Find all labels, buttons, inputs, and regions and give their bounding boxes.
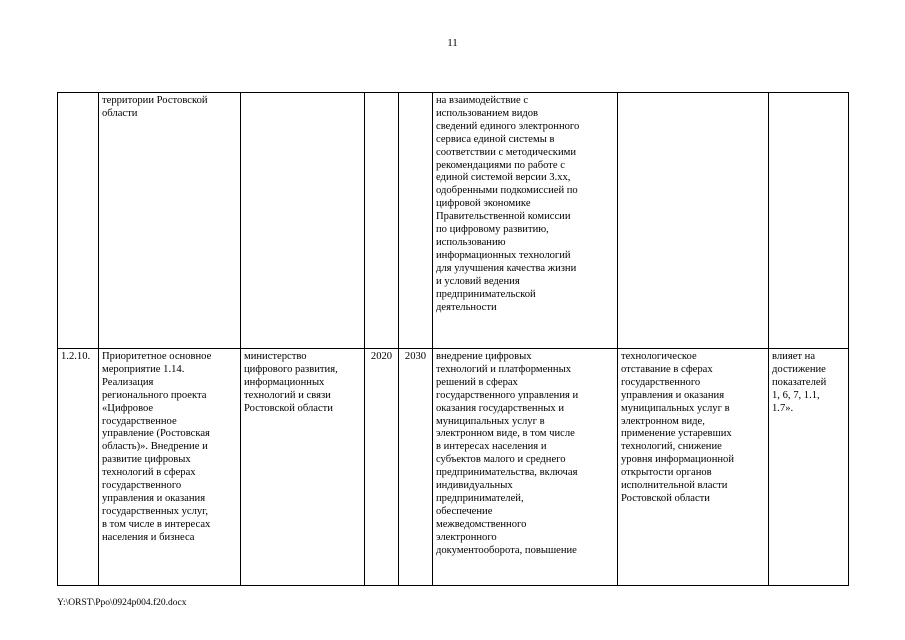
cell-text-line: управления и оказания xyxy=(621,389,725,401)
cell-text-line: электронного xyxy=(436,531,497,543)
cell-text-line: мероприятие 1.14. xyxy=(102,363,185,375)
cell-text-line: сведений единого электронного xyxy=(436,120,580,132)
cell-text-line: регионального проекта xyxy=(102,389,207,401)
cell-executor xyxy=(241,349,365,586)
cell-indicator-relation xyxy=(769,93,849,349)
cell-text-line: государственного xyxy=(621,376,701,388)
cell-text-line: влияет на xyxy=(772,351,816,362)
cell-text-line: государственное xyxy=(102,415,177,427)
cell-measure-name xyxy=(99,349,241,586)
cell-text-line: и условий ведения xyxy=(436,275,520,287)
cell-text-line: открытости органов xyxy=(621,467,712,479)
cell-text-line: использованию xyxy=(436,236,506,248)
cell-text-line: деятельности xyxy=(436,301,497,313)
cell-text-line: обеспечение xyxy=(436,505,493,517)
cell-text-line: технологий и связи xyxy=(244,389,331,401)
cell-text-line: единой системой версии 3.хх, xyxy=(436,172,571,184)
cell-text-line: государственного xyxy=(102,480,182,492)
cell-text-line: области xyxy=(102,107,138,119)
cell-text-line: государственного управления и xyxy=(436,389,579,401)
table-body xyxy=(58,93,849,586)
cell-text-line: 1.7». xyxy=(772,402,794,414)
cell-text-line: развитие цифровых xyxy=(102,454,191,466)
cell-text-line: информационных технологий xyxy=(436,249,571,261)
cell-text-line: электронном виде, в том числе xyxy=(436,428,575,440)
cell-text-line: государственных услуг, xyxy=(102,505,208,517)
cell-text-line: населения и бизнеса xyxy=(102,531,195,543)
cell-text-line: документооборота, повышение xyxy=(436,544,577,556)
cell-text-line: уровня информационной xyxy=(621,454,734,466)
cell-text-line: электронном виде, xyxy=(621,415,705,427)
cell-text-line: технологий и платформенных xyxy=(436,363,572,375)
cell-number xyxy=(58,93,99,349)
cell-text-line: в том числе в интересах xyxy=(102,518,211,530)
page-number: 11 xyxy=(447,37,458,49)
cell-text-line: технологий в сферах xyxy=(102,467,196,479)
cell-text-line: территории Ростовской xyxy=(102,95,208,106)
cell-text-line: рекомендациями по работе с xyxy=(436,159,565,171)
cell-text-line: достижение xyxy=(772,363,826,375)
cell-end-year xyxy=(399,93,433,349)
cell-measure-name xyxy=(99,93,241,349)
cell-text-line: «Цифровое xyxy=(102,402,154,414)
cell-text-line: внедрение цифровых xyxy=(436,351,532,362)
cell-text-line: 1, 6, 7, 1.1, xyxy=(772,389,820,401)
cell-text-line: предпринимательской xyxy=(436,288,536,300)
footer-file-path: Y:\ORST\Ppo\0924p004.f20.docx xyxy=(57,598,187,608)
table-row xyxy=(58,93,849,349)
cell-text-line: отставание в сферах xyxy=(621,363,713,375)
cell-text-line: сервиса единой системы в xyxy=(436,133,555,145)
cell-text-line: соответствии с методическими xyxy=(436,146,576,158)
cell-text-line: межведомственного xyxy=(436,518,527,530)
cell-text-line: министерство xyxy=(244,351,307,362)
cell-text-line: технологическое xyxy=(621,351,697,362)
cell-text-line: на взаимодействие с xyxy=(436,95,529,106)
cell-text-line: технологий, снижение xyxy=(621,441,722,453)
cell-text-line: по цифровому развитию, xyxy=(436,224,549,236)
cell-consequences xyxy=(618,349,769,586)
cell-text-line: одобренными подкомиссией по xyxy=(436,185,578,197)
cell-expected-result xyxy=(433,349,618,586)
cell-text-line: использованием видов xyxy=(436,107,539,119)
cell-text-line: область)». Внедрение и xyxy=(102,441,208,453)
cell-text-line: показателей xyxy=(772,376,827,388)
cell-end-year: 2030 xyxy=(399,349,433,586)
cell-text-line: Реализация xyxy=(102,376,154,388)
cell-text-line: муниципальных услуг в xyxy=(436,415,545,427)
table-row xyxy=(58,349,849,586)
cell-text-line: применение устаревших xyxy=(621,428,732,440)
cell-text-line: оказания государственных и xyxy=(436,402,564,414)
cell-executor xyxy=(241,93,365,349)
cell-number xyxy=(58,349,99,586)
cell-text-line: цифрового развития, xyxy=(244,363,338,375)
cell-text-line: индивидуальных xyxy=(436,480,513,492)
cell-text-line: муниципальных услуг в xyxy=(621,402,730,414)
cell-text-line: исполнительной власти xyxy=(621,480,728,492)
cell-text-line: управления и оказания xyxy=(102,492,206,504)
cell-text-line: субъектов малого и среднего xyxy=(436,454,566,466)
measures-table xyxy=(57,92,849,586)
cell-text-line: управление (Ростовская xyxy=(102,428,210,440)
cell-consequences xyxy=(618,93,769,349)
cell-text-line: Приоритетное основное xyxy=(102,351,212,362)
cell-start-year: 2020 xyxy=(365,349,399,586)
cell-text-line: Ростовской области xyxy=(244,402,333,414)
cell-indicator-relation xyxy=(769,349,849,586)
cell-text-line: предпринимательства, включая xyxy=(436,467,578,479)
cell-text-line: для улучшения качества жизни xyxy=(436,262,577,274)
cell-text-line: информационных xyxy=(244,376,325,388)
cell-text-line: Правительственной комиссии xyxy=(436,211,571,223)
cell-start-year xyxy=(365,93,399,349)
cell-text-line: Ростовской области xyxy=(621,492,710,504)
cell-text-line: предпринимателей, xyxy=(436,492,524,504)
cell-text-line: в интересах населения и xyxy=(436,441,547,453)
cell-text-line: 1.2.10. xyxy=(61,351,91,362)
cell-text-line: цифровой экономике xyxy=(436,198,531,210)
cell-text-line: решений в сферах xyxy=(436,376,518,388)
cell-expected-result xyxy=(433,93,618,349)
